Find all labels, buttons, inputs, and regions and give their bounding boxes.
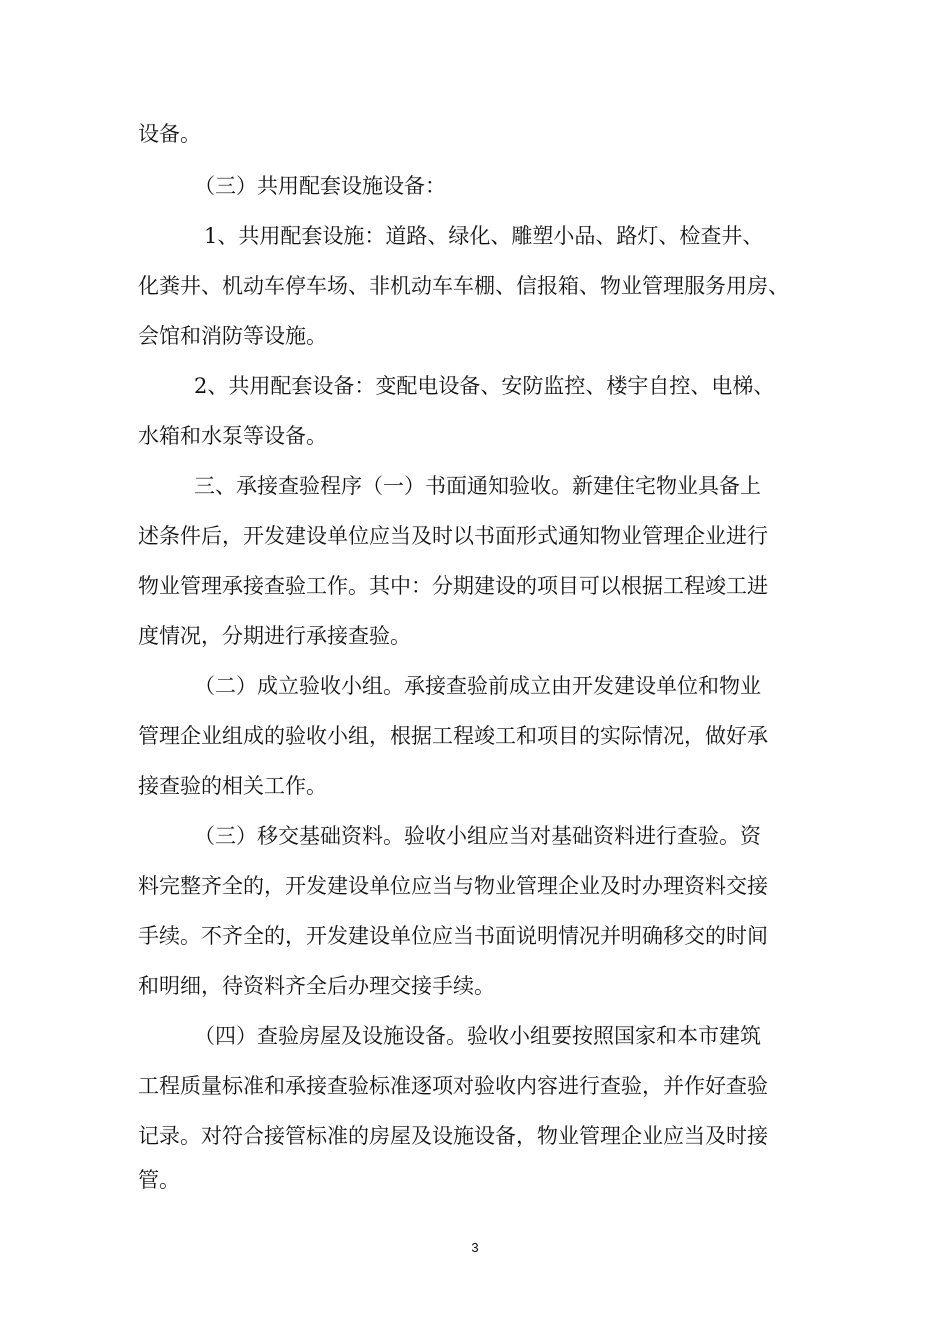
text-line: 2、共用配套设备：变配电设备、安防监控、楼宇自控、电梯、 bbox=[194, 374, 775, 398]
text-line: 管理企业组成的验收小组，根据工程竣工和项目的实际情况，做好承 bbox=[138, 724, 768, 748]
text-line: 度情况，分期进行承接查验。 bbox=[138, 624, 411, 648]
page-number: 3 bbox=[471, 1240, 479, 1255]
text-line: （二）成立验收小组。承接查验前成立由开发建设单位和物业 bbox=[194, 674, 761, 698]
text-line: 接查验的相关工作。 bbox=[138, 774, 327, 798]
text-line: 管。 bbox=[138, 1168, 180, 1192]
text-line: 工程质量标准和承接查验标准逐项对验收内容进行查验，并作好查验 bbox=[138, 1074, 768, 1098]
text-line: 述条件后，开发建设单位应当及时以书面形式通知物业管理企业进行 bbox=[138, 524, 768, 548]
text-line: 1、共用配套设施：道路、绿化、雕塑小品、路灯、检查井、 bbox=[204, 224, 764, 248]
text-line: 水箱和水泵等设备。 bbox=[138, 424, 327, 448]
text-line: 手续。不齐全的，开发建设单位应当书面说明情况并明确移交的时间 bbox=[138, 924, 768, 948]
text-line: 会馆和消防等设施。 bbox=[138, 324, 327, 348]
section-heading: （三）共用配套设施设备： bbox=[194, 174, 446, 198]
text-line: （三）移交基础资料。验收小组应当对基础资料进行查验。资 bbox=[194, 824, 761, 848]
text-line: 料完整齐全的，开发建设单位应当与物业管理企业及时办理资料交接 bbox=[138, 874, 768, 898]
section-heading: 三、承接查验程序（一）书面通知验收。新建住宅物业具备上 bbox=[194, 474, 761, 498]
text-line: 物业管理承接查验工作。其中：分期建设的项目可以根据工程竣工进 bbox=[138, 574, 768, 598]
text-line: 和明细，待资料齐全后办理交接手续。 bbox=[138, 974, 495, 998]
text-line: 设备。 bbox=[138, 122, 201, 146]
text-line: （四）查验房屋及设施设备。验收小组要按照国家和本市建筑 bbox=[194, 1024, 761, 1048]
text-line: 化粪井、机动车停车场、非机动车车棚、信报箱、物业管理服务用房、 bbox=[138, 274, 789, 298]
text-line: 记录。对符合接管标准的房屋及设施设备，物业管理企业应当及时接 bbox=[138, 1124, 768, 1148]
